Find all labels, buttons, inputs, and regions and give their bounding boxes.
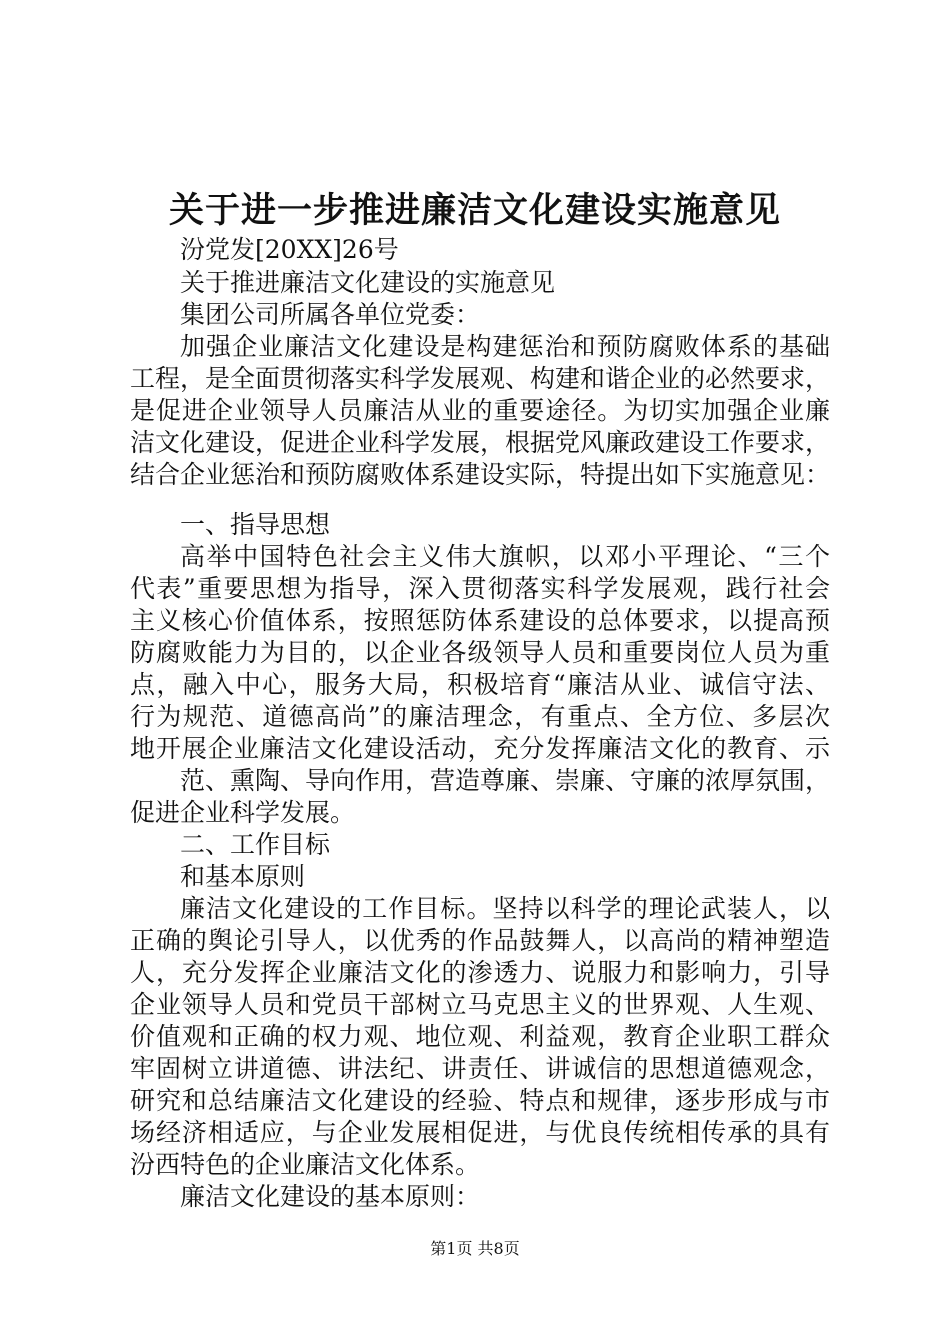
text-line: 地开展企业廉洁文化建设活动，充分发挥廉洁文化的教育、示 (130, 734, 830, 763)
text-line: 是促进企业领导人员廉洁从业的重要途径。为切实加强企业廉 (130, 396, 830, 425)
text-line: 防腐败能力为目的，以企业各级领导人员和重要岗位人员为重 (130, 638, 830, 667)
text-line: 正确的舆论引导人，以优秀的作品鼓舞人，以高尚的精神塑造 (130, 926, 830, 955)
page-footer: 第1页 共8页 (430, 1239, 520, 1258)
text-line: 代表”重要思想为指导，深入贯彻落实科学发展观，践行社会 (130, 574, 830, 603)
document-title: 关于进一步推进廉洁文化建设实施意见 (168, 191, 781, 231)
doc-number: 汾党发[20XX]26号 (180, 235, 399, 264)
text-line: 牢固树立讲道德、讲法纪、讲责任、讲诚信的思想道德观念， (130, 1054, 830, 1083)
addressee: 集团公司所属各单位党委： (180, 300, 481, 329)
text-line: 人，充分发挥企业廉洁文化的渗透力、说服力和影响力，引导 (130, 958, 830, 987)
text-line: 洁文化建设，促进企业科学发展，根据党风廉政建设工作要求， (130, 428, 831, 457)
text-line: 点，融入中心，服务大局，积极培育“廉洁从业、诚信守法、 (130, 670, 830, 699)
text-line: 企业领导人员和党员干部树立马克思主义的世界观、人生观、 (130, 990, 830, 1019)
text-line: 加强企业廉洁文化建设是构建惩治和预防腐败体系的基础 (180, 332, 830, 361)
text-line: 促进企业科学发展。 (130, 798, 356, 827)
section-heading: 一、指导思想 (180, 510, 331, 539)
text-line: 廉洁文化建设的基本原则： (180, 1182, 481, 1211)
text-line: 汾西特色的企业廉洁文化体系。 (130, 1150, 481, 1179)
text-line: 场经济相适应，与企业发展相促进，与优良传统相传承的具有 (130, 1118, 830, 1147)
text-line: 范、熏陶、导向作用，营造尊廉、崇廉、守廉的浓厚氛围， (180, 766, 831, 795)
text-line: 研究和总结廉洁文化建设的经验、特点和规律，逐步形成与市 (130, 1086, 830, 1115)
text-line: 价值观和正确的权力观、地位观、利益观，教育企业职工群众 (130, 1022, 830, 1051)
section-heading: 二、工作目标 (180, 830, 331, 859)
text-line: 结合企业惩治和预防腐败体系建设实际，特提出如下实施意见： (130, 460, 831, 489)
section-heading-cont: 和基本原则 (180, 862, 306, 891)
text-line: 高举中国特色社会主义伟大旗帜，以邓小平理论、“三个 (180, 542, 830, 571)
text-line: 主义核心价值体系，按照惩防体系建设的总体要求，以提高预 (130, 606, 830, 635)
text-line: 廉洁文化建设的工作目标。坚持以科学的理论武装人，以 (180, 894, 830, 923)
text-line: 行为规范、道德高尚”的廉洁理念，有重点、全方位、多层次 (130, 702, 830, 731)
doc-subtitle: 关于推进廉洁文化建设的实施意见 (180, 268, 556, 297)
text-line: 工程，是全面贯彻落实科学发展观、构建和谐企业的必然要求， (130, 364, 831, 393)
